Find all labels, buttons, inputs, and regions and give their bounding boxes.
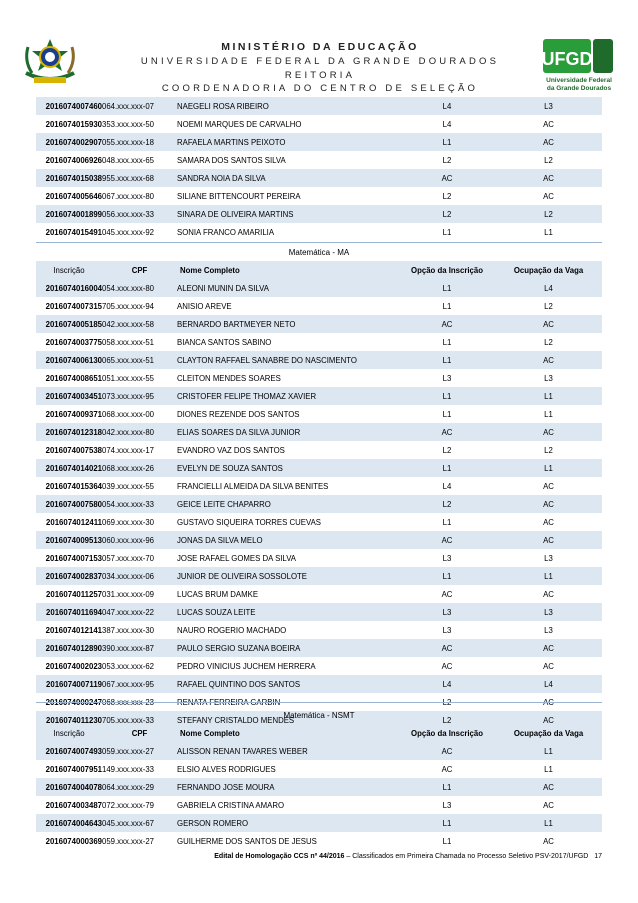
nome-cell: STEFANY CRISTALDO MENDES — [177, 711, 399, 729]
ocupacao-cell: L1 — [495, 760, 602, 778]
col-header-ocupacao: Ocupação da Vaga — [495, 724, 602, 742]
cpf-cell: 065.xxx.xxx-51 — [102, 351, 177, 369]
nome-cell: CRISTOFER FELIPE THOMAZ XAVIER — [177, 387, 399, 405]
nome-cell: NAEGELI ROSA RIBEIRO — [177, 97, 399, 115]
ocupacao-cell: AC — [495, 832, 602, 850]
ocupacao-cell: L2 — [495, 151, 602, 169]
table-row — [36, 333, 602, 351]
table-row — [36, 405, 602, 423]
opcao-cell: L2 — [399, 495, 495, 513]
table-row — [36, 441, 602, 459]
cpf-cell: 149.xxx.xxx-33 — [102, 760, 177, 778]
cpf-cell: 055.xxx.xxx-18 — [102, 133, 177, 151]
inscricao-cell: 2016074014021 — [36, 459, 102, 477]
nome-cell: LUCAS BRUM DAMKE — [177, 585, 399, 603]
cpf-cell: 047.xxx.xxx-22 — [102, 603, 177, 621]
inscricao-cell: 2016074007580 — [36, 495, 102, 513]
ocupacao-cell: L3 — [495, 97, 602, 115]
table-row — [36, 495, 602, 513]
opcao-cell: L2 — [399, 205, 495, 223]
opcao-cell: L1 — [399, 513, 495, 531]
opcao-cell: AC — [399, 169, 495, 187]
table-row — [36, 369, 602, 387]
inscricao-cell: 2016074007119 — [36, 675, 102, 693]
opcao-cell: L2 — [399, 711, 495, 729]
inscricao-cell: 2016074002837 — [36, 567, 102, 585]
nome-cell: CLAYTON RAFFAEL SANABRE DO NASCIMENTO — [177, 351, 399, 369]
opcao-cell: L1 — [399, 778, 495, 796]
cpf-cell: 068.xxx.xxx-26 — [102, 459, 177, 477]
cpf-cell: 064.xxx.xxx-29 — [102, 778, 177, 796]
table-row — [36, 796, 602, 814]
inscricao-cell: 2016074015930 — [36, 115, 102, 133]
nome-cell: NOEMI MARQUES DE CARVALHO — [177, 115, 399, 133]
opcao-cell: L1 — [399, 297, 495, 315]
inscricao-cell: 2016074015038 — [36, 169, 102, 187]
cpf-cell: 068.xxx.xxx-23 — [102, 693, 177, 711]
table-row — [36, 387, 602, 405]
inscricao-cell: 2016074002023 — [36, 657, 102, 675]
opcao-cell: L2 — [399, 693, 495, 711]
inscricao-cell: 2016074012141 — [36, 621, 102, 639]
inscricao-cell: 2016074003775 — [36, 333, 102, 351]
nome-cell: GUILHERME DOS SANTOS DE JESUS — [177, 832, 399, 850]
section-title-ma: Matemática - MA — [288, 248, 350, 257]
ocupacao-cell: AC — [495, 657, 602, 675]
cpf-cell: 073.xxx.xxx-95 — [102, 387, 177, 405]
inscricao-cell: 2016074007315 — [36, 297, 102, 315]
cpf-cell: 048.xxx.xxx-65 — [102, 151, 177, 169]
nome-cell: SANDRA NOIA DA SILVA — [177, 169, 399, 187]
nome-cell: BERNARDO BARTMEYER NETO — [177, 315, 399, 333]
opcao-cell: L1 — [399, 333, 495, 351]
candidates-table-continued — [36, 97, 602, 241]
cpf-cell: 042.xxx.xxx-80 — [102, 423, 177, 441]
inscricao-cell: 2016074007460 — [36, 97, 102, 115]
nome-cell: FRANCIELLI ALMEIDA DA SILVA BENITES — [177, 477, 399, 495]
brazil-coat-of-arms-icon — [20, 37, 80, 87]
opcao-cell: AC — [399, 585, 495, 603]
inscricao-cell: 2016074002907 — [36, 133, 102, 151]
cpf-cell: 059.xxx.xxx-27 — [102, 742, 177, 760]
cpf-cell: 045.xxx.xxx-92 — [102, 223, 177, 241]
ocupacao-cell: AC — [495, 477, 602, 495]
opcao-cell: AC — [399, 423, 495, 441]
opcao-cell: L1 — [399, 832, 495, 850]
cpf-cell: 390.xxx.xxx-87 — [102, 639, 177, 657]
cpf-cell: 059.xxx.xxx-27 — [102, 832, 177, 850]
ministry-title: MINISTÉRIO DA EDUCAÇÃO — [221, 41, 419, 53]
ocupacao-cell: L1 — [495, 742, 602, 760]
nome-cell: EVELYN DE SOUZA SANTOS — [177, 459, 399, 477]
nome-cell: SILIANE BITTENCOURT PEREIRA — [177, 187, 399, 205]
cpf-cell: 068.xxx.xxx-00 — [102, 405, 177, 423]
opcao-cell: L3 — [399, 549, 495, 567]
col-header-nome: Nome Completo — [177, 261, 399, 279]
col-header-opcao: Opção da Inscrição — [399, 724, 495, 742]
table-row — [36, 97, 602, 115]
inscricao-cell: 2016074001899 — [36, 205, 102, 223]
page-number: 17 — [594, 853, 602, 860]
cpf-cell: 069.xxx.xxx-30 — [102, 513, 177, 531]
ocupacao-cell: AC — [495, 423, 602, 441]
table-row — [36, 639, 602, 657]
ocupacao-cell: L1 — [495, 405, 602, 423]
cpf-cell: 058.xxx.xxx-51 — [102, 333, 177, 351]
inscricao-cell: 2016074008651 — [36, 369, 102, 387]
nome-cell: CLEITON MENDES SOARES — [177, 369, 399, 387]
table-row — [36, 603, 602, 621]
table-row — [36, 567, 602, 585]
cpf-cell: 064.xxx.xxx-07 — [102, 97, 177, 115]
opcao-cell: L1 — [399, 223, 495, 241]
inscricao-cell: 2016074007153 — [36, 549, 102, 567]
ocupacao-cell: AC — [495, 495, 602, 513]
nome-cell: ANISIO AREVE — [177, 297, 399, 315]
inscricao-cell: 2016074007538 — [36, 441, 102, 459]
nome-cell: RAFAELA MARTINS PEIXOTO — [177, 133, 399, 151]
opcao-cell: L3 — [399, 603, 495, 621]
opcao-cell: L2 — [399, 441, 495, 459]
table-row — [36, 742, 602, 760]
inscricao-cell: 2016074015364 — [36, 477, 102, 495]
nome-cell: RENATA FERREIRA GARBIN — [177, 693, 399, 711]
cpf-cell: 034.xxx.xxx-06 — [102, 567, 177, 585]
cpf-cell: 054.xxx.xxx-33 — [102, 495, 177, 513]
opcao-cell: L1 — [399, 133, 495, 151]
inscricao-cell: 2016074005185 — [36, 315, 102, 333]
opcao-cell: L1 — [399, 567, 495, 585]
table-header-row — [36, 261, 602, 279]
ocupacao-cell: AC — [495, 711, 602, 729]
ocupacao-cell: L1 — [495, 814, 602, 832]
inscricao-cell: 2016074004643 — [36, 814, 102, 832]
table-row — [36, 675, 602, 693]
ocupacao-cell: AC — [495, 796, 602, 814]
nome-cell: SONIA FRANCO AMARILIA — [177, 223, 399, 241]
cpf-cell: 039.xxx.xxx-55 — [102, 477, 177, 495]
ufgd-logo-text: UFGD — [541, 49, 593, 69]
nome-cell: SINARA DE OLIVEIRA MARTINS — [177, 205, 399, 223]
ocupacao-cell: L4 — [495, 675, 602, 693]
office-name: REITORIA — [284, 70, 356, 81]
candidates-table-nsmt — [36, 724, 602, 850]
table-row — [36, 513, 602, 531]
table-header-row — [36, 724, 602, 742]
cpf-cell: 051.xxx.xxx-55 — [102, 369, 177, 387]
cpf-cell: 074.xxx.xxx-17 — [102, 441, 177, 459]
opcao-cell: L1 — [399, 814, 495, 832]
col-header-nome: Nome Completo — [177, 724, 399, 742]
inscricao-cell: 2016074016004 — [36, 279, 102, 297]
nome-cell: GEICE LEITE CHAPARRO — [177, 495, 399, 513]
page-header — [0, 0, 638, 96]
opcao-cell: L2 — [399, 151, 495, 169]
table-row — [36, 657, 602, 675]
opcao-cell: AC — [399, 531, 495, 549]
opcao-cell: L4 — [399, 115, 495, 133]
section-title-nsmt: Matemática - NSMT — [283, 711, 355, 720]
opcao-cell: AC — [399, 657, 495, 675]
ocupacao-cell: AC — [495, 115, 602, 133]
opcao-cell: L3 — [399, 796, 495, 814]
nome-cell: RAFAEL QUINTINO DOS SANTOS — [177, 675, 399, 693]
ocupacao-cell: AC — [495, 693, 602, 711]
table-row — [36, 778, 602, 796]
ufgd-logo-subtitle-1: Universidade Federal — [546, 77, 612, 84]
cpf-cell: 067.xxx.xxx-80 — [102, 187, 177, 205]
nome-cell: GERSON ROMERO — [177, 814, 399, 832]
opcao-cell: AC — [399, 639, 495, 657]
nome-cell: PAULO SERGIO SUZANA BOEIRA — [177, 639, 399, 657]
table-row — [36, 459, 602, 477]
ocupacao-cell: L2 — [495, 333, 602, 351]
table-row — [36, 832, 602, 850]
col-header-inscricao: Inscrição — [36, 724, 102, 742]
col-header-cpf: CPF — [102, 261, 177, 279]
nome-cell: JONAS DA SILVA MELO — [177, 531, 399, 549]
cpf-cell: 031.xxx.xxx-09 — [102, 585, 177, 603]
inscricao-cell: 2016074011694 — [36, 603, 102, 621]
ufgd-logo — [541, 37, 617, 93]
opcao-cell: L1 — [399, 351, 495, 369]
inscricao-cell: 2016074005646 — [36, 187, 102, 205]
opcao-cell: L3 — [399, 621, 495, 639]
opcao-cell: L1 — [399, 459, 495, 477]
table-row — [36, 423, 602, 441]
nome-cell: NAURO ROGERIO MACHADO — [177, 621, 399, 639]
cpf-cell: 955.xxx.xxx-68 — [102, 169, 177, 187]
table-row — [36, 621, 602, 639]
candidates-table-ma — [36, 261, 602, 729]
ufgd-logo-subtitle-2: da Grande Dourados — [546, 85, 612, 92]
inscricao-cell: 2016074009513 — [36, 531, 102, 549]
ocupacao-cell: L2 — [495, 441, 602, 459]
nome-cell: BIANCA SANTOS SABINO — [177, 333, 399, 351]
table-row — [36, 531, 602, 549]
cpf-cell: 353.xxx.xxx-50 — [102, 115, 177, 133]
inscricao-cell: 2016074012890 — [36, 639, 102, 657]
inscricao-cell: 2016074011257 — [36, 585, 102, 603]
nome-cell: ALEONI MUNIN DA SILVA — [177, 279, 399, 297]
nome-cell: ELSIO ALVES RODRIGUES — [177, 760, 399, 778]
divider — [36, 242, 602, 243]
ocupacao-cell: AC — [495, 639, 602, 657]
footer-description: – Classificados em Primeira Chamada no Processo Seletivo PSV-2017/UFGD — [344, 853, 589, 860]
table-row — [36, 585, 602, 603]
ocupacao-cell: AC — [495, 187, 602, 205]
nome-cell: JOSE RAFAEL GOMES DA SILVA — [177, 549, 399, 567]
cpf-cell: 067.xxx.xxx-95 — [102, 675, 177, 693]
inscricao-cell: 2016074009371 — [36, 405, 102, 423]
ocupacao-cell: L1 — [495, 567, 602, 585]
ocupacao-cell: L1 — [495, 459, 602, 477]
cpf-cell: 705.xxx.xxx-94 — [102, 297, 177, 315]
inscricao-cell: 2016074007951 — [36, 760, 102, 778]
ocupacao-cell: AC — [495, 531, 602, 549]
nome-cell: ELIAS SOARES DA SILVA JUNIOR — [177, 423, 399, 441]
nome-cell: SAMARA DOS SANTOS SILVA — [177, 151, 399, 169]
inscricao-cell: 2016074000369 — [36, 832, 102, 850]
cpf-cell: 056.xxx.xxx-33 — [102, 205, 177, 223]
table-row — [36, 315, 602, 333]
table-row — [36, 205, 602, 223]
opcao-cell: L1 — [399, 279, 495, 297]
ocupacao-cell: L2 — [495, 205, 602, 223]
ocupacao-cell: L2 — [495, 297, 602, 315]
opcao-cell: L3 — [399, 369, 495, 387]
table-row — [36, 187, 602, 205]
inscricao-cell: 2016074007493 — [36, 742, 102, 760]
ocupacao-cell: AC — [495, 133, 602, 151]
ocupacao-cell: L3 — [495, 621, 602, 639]
ocupacao-cell: AC — [495, 513, 602, 531]
ocupacao-cell: AC — [495, 778, 602, 796]
ocupacao-cell: AC — [495, 315, 602, 333]
nome-cell: JUNIOR DE OLIVEIRA SOSSOLOTE — [177, 567, 399, 585]
nome-cell: FERNANDO JOSE MOURA — [177, 778, 399, 796]
nome-cell: EVANDRO VAZ DOS SANTOS — [177, 441, 399, 459]
opcao-cell: L1 — [399, 405, 495, 423]
nome-cell: PEDRO VINICIUS JUCHEM HERRERA — [177, 657, 399, 675]
cpf-cell: 057.xxx.xxx-70 — [102, 549, 177, 567]
table-row — [36, 169, 602, 187]
inscricao-cell: 2016074000247 — [36, 693, 102, 711]
nome-cell: LUCAS SOUZA LEITE — [177, 603, 399, 621]
ocupacao-cell: L3 — [495, 549, 602, 567]
nome-cell: GABRIELA CRISTINA AMARO — [177, 796, 399, 814]
opcao-cell: AC — [399, 742, 495, 760]
ocupacao-cell: AC — [495, 351, 602, 369]
divider — [36, 702, 602, 703]
inscricao-cell: 2016074003487 — [36, 796, 102, 814]
inscricao-cell: 2016074015491 — [36, 223, 102, 241]
nome-cell: DIONES REZENDE DOS SANTOS — [177, 405, 399, 423]
cpf-cell: 387.xxx.xxx-30 — [102, 621, 177, 639]
inscricao-cell: 2016074004078 — [36, 778, 102, 796]
table-row — [36, 760, 602, 778]
opcao-cell: L1 — [399, 387, 495, 405]
table-row — [36, 297, 602, 315]
col-header-ocupacao: Ocupação da Vaga — [495, 261, 602, 279]
page-footer — [36, 853, 602, 860]
ocupacao-cell: AC — [495, 169, 602, 187]
cpf-cell: 072.xxx.xxx-79 — [102, 796, 177, 814]
cpf-cell: 045.xxx.xxx-67 — [102, 814, 177, 832]
ocupacao-cell: L1 — [495, 223, 602, 241]
department-name: COORDENADORIA DO CENTRO DE SELEÇÃO — [161, 83, 479, 94]
ocupacao-cell: AC — [495, 585, 602, 603]
inscricao-cell: 2016074006130 — [36, 351, 102, 369]
table-row — [36, 133, 602, 151]
col-header-opcao: Opção da Inscrição — [399, 261, 495, 279]
opcao-cell: AC — [399, 315, 495, 333]
nome-cell: GUSTAVO SIQUEIRA TORRES CUEVAS — [177, 513, 399, 531]
col-header-cpf: CPF — [102, 724, 177, 742]
opcao-cell: L4 — [399, 97, 495, 115]
table-row — [36, 279, 602, 297]
inscricao-cell: 2016074011230 — [36, 711, 102, 729]
table-row — [36, 223, 602, 241]
table-row — [36, 814, 602, 832]
footer-edital: Edital de Homologação CCS nº 44/2016 — [214, 853, 345, 860]
cpf-cell: 054.xxx.xxx-80 — [102, 279, 177, 297]
cpf-cell: 060.xxx.xxx-96 — [102, 531, 177, 549]
cpf-cell: 705.xxx.xxx-33 — [102, 711, 177, 729]
inscricao-cell: 2016074012318 — [36, 423, 102, 441]
ocupacao-cell: L3 — [495, 603, 602, 621]
opcao-cell: L4 — [399, 675, 495, 693]
table-row — [36, 151, 602, 169]
university-name: UNIVERSIDADE FEDERAL DA GRANDE DOURADOS — [140, 56, 500, 67]
table-row — [36, 477, 602, 495]
inscricao-cell: 2016074003451 — [36, 387, 102, 405]
table-row — [36, 549, 602, 567]
opcao-cell: L2 — [399, 187, 495, 205]
table-row — [36, 351, 602, 369]
cpf-cell: 053.xxx.xxx-62 — [102, 657, 177, 675]
ocupacao-cell: L1 — [495, 387, 602, 405]
nome-cell: ALISSON RENAN TAVARES WEBER — [177, 742, 399, 760]
opcao-cell: L4 — [399, 477, 495, 495]
cpf-cell: 042.xxx.xxx-58 — [102, 315, 177, 333]
ocupacao-cell: L3 — [495, 369, 602, 387]
table-row — [36, 115, 602, 133]
ocupacao-cell: L4 — [495, 279, 602, 297]
col-header-inscricao: Inscrição — [36, 261, 102, 279]
inscricao-cell: 2016074012411 — [36, 513, 102, 531]
opcao-cell: AC — [399, 760, 495, 778]
inscricao-cell: 2016074006926 — [36, 151, 102, 169]
